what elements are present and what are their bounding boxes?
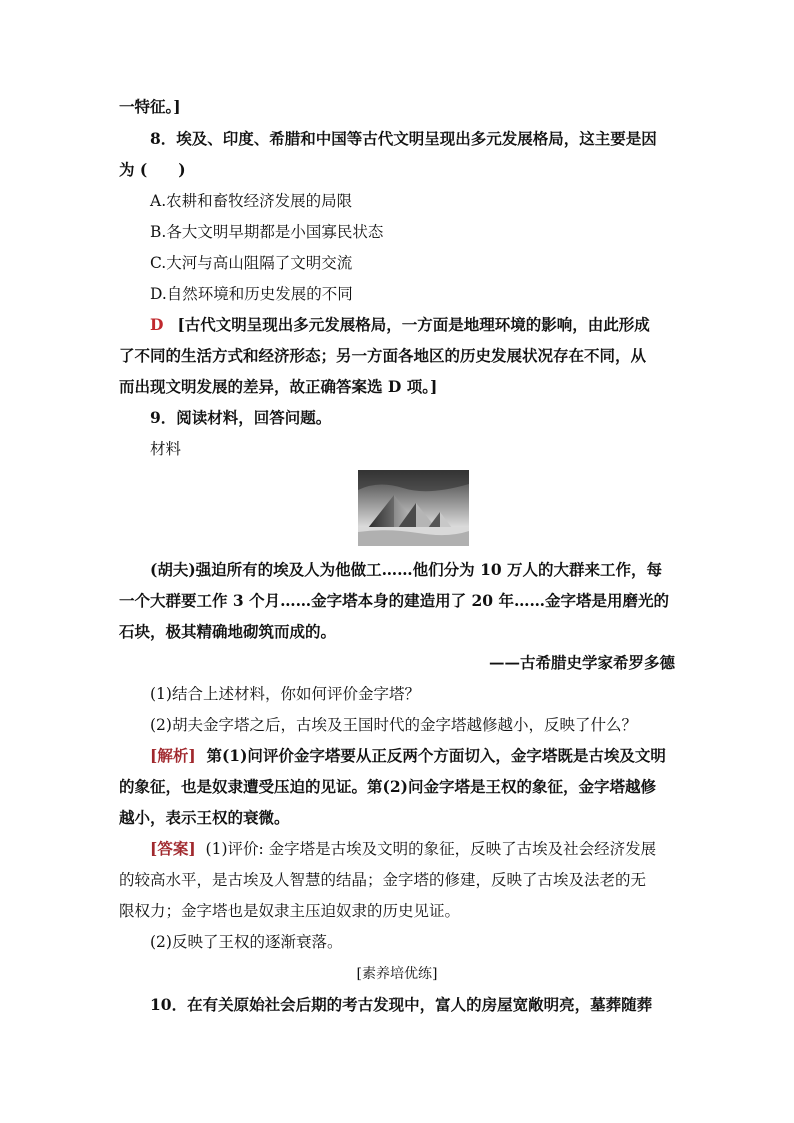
q10-stem: 10．在有关原始社会后期的考古发现中，富人的房屋宽敞明亮，墓葬随葬 <box>150 995 653 1014</box>
material-source: ——古希腊史学家希罗多德 <box>488 653 675 672</box>
answer-line1 <box>150 839 679 859</box>
pyramids-photo-icon <box>358 470 469 546</box>
answer-explanation: [古代文明呈现出多元发展格局，一方面是地理环境的影响，由此形成 <box>177 315 650 334</box>
answer-label: [答案] <box>150 839 196 858</box>
material-text-line2: 一个大群要工作 3 个月……金字塔本身的建造用了 20 年……金字塔是用磨光的 <box>119 591 669 610</box>
answer-line4: (2)反映了王权的逐渐衰落。 <box>150 933 343 951</box>
answer-line2: 的较高水平，是古埃及人智慧的结晶；金字塔的修建，反映了古埃及法老的无 <box>119 871 647 889</box>
q9-stem: 9．阅读材料，回答问题。 <box>150 408 332 427</box>
option-b: B.各大文明早期都是小国寡民状态 <box>150 223 384 241</box>
material-text-line1: (胡夫)强迫所有的埃及人为他做工……他们分为 10 万人的大群来工作，每 <box>150 560 663 579</box>
option-c: C.大河与高山阻隔了文明交流 <box>150 254 353 272</box>
material-label: 材料 <box>150 440 182 458</box>
option-d: D.自然环境和历史发展的不同 <box>150 285 353 303</box>
analysis-line1 <box>150 746 679 766</box>
q7-tail-line: 一特征。] <box>119 97 181 116</box>
analysis-line2: 的象征，也是奴隶遭受压迫的见证。第(2)问金字塔是王权的象征，金字塔越修 <box>119 777 656 796</box>
q8-answer-line3: 而出现文明发展的差异，故正确答案选 D 项。] <box>119 377 438 396</box>
material-text-line3: 石块，极其精确地砌筑而成的。 <box>119 622 337 641</box>
subquestion-2: (2)胡夫金字塔之后，古埃及王国时代的金字塔越修越小，反映了什么？ <box>150 716 637 734</box>
analysis-text: 第(1)问评价金字塔要从正反两个方面切入，金字塔既是古埃及文明 <box>206 746 666 765</box>
subquestion-1: (1)结合上述材料，你如何评价金字塔？ <box>150 685 420 703</box>
answer-line3: 限权力；金字塔也是奴隶主压迫奴隶的历史见证。 <box>119 902 461 920</box>
answer-letter: D <box>150 315 164 334</box>
q8-answer-line2: 了不同的生活方式和经济形态；另一方面各地区的历史发展状况存在不同，从 <box>119 346 647 365</box>
analysis-label: [解析] <box>150 746 196 765</box>
analysis-line3: 越小，表示王权的衰微。 <box>119 808 290 827</box>
q8-answer-line1 <box>150 315 679 335</box>
option-a: A.农耕和畜牧经济发展的局限 <box>150 192 353 210</box>
q8-stem-line1: 8．埃及、印度、希腊和中国等古代文明呈现出多元发展格局，这主要是因 <box>150 129 657 148</box>
answer-text: (1)评价: 金字塔是古埃及文明的象征，反映了古埃及社会经济发展 <box>205 840 657 858</box>
q8-stem-line2: 为 ( ) <box>119 160 186 179</box>
section-heading: [素养培优练] <box>356 966 438 982</box>
